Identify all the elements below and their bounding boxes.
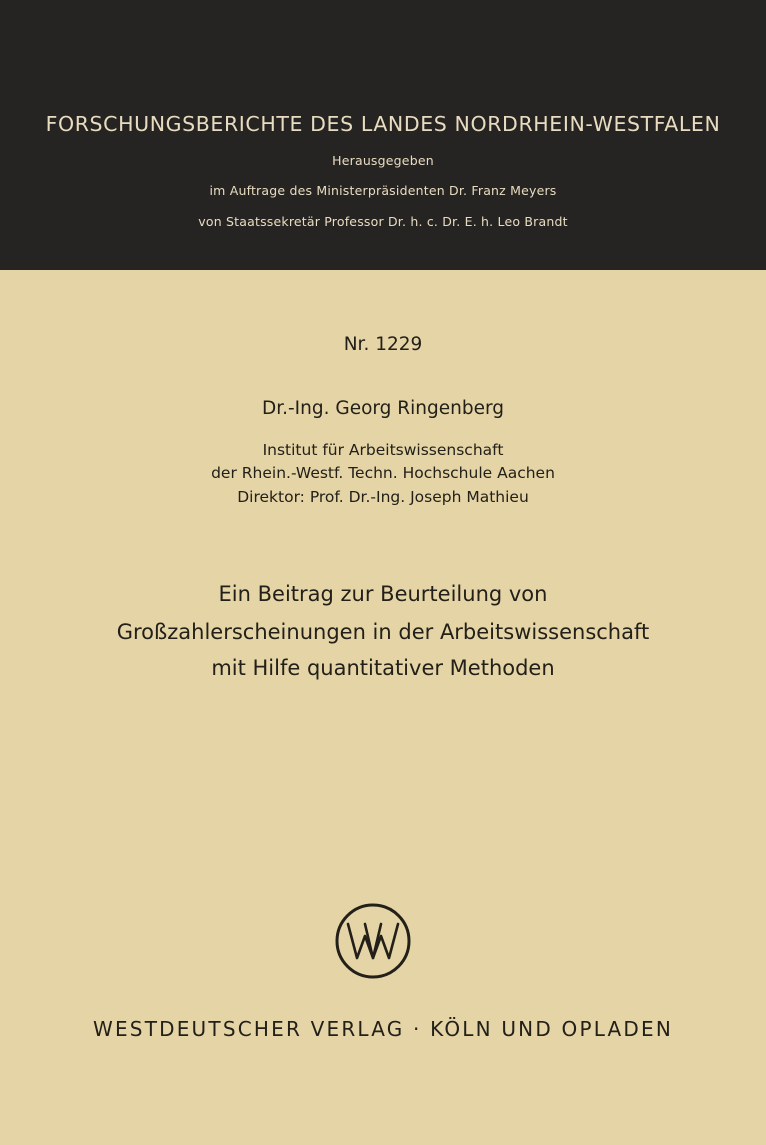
author-affiliation-3: Direktor: Prof. Dr.-Ing. Joseph Mathieu <box>237 488 529 506</box>
editor-line-2: von Staatssekretär Professor Dr. h. c. Dr. E. h. Leo Brandt <box>198 214 568 229</box>
book-title-line-3: mit Hilfe quantitativer Methoden <box>211 656 555 680</box>
author-name: Dr.-Ing. Georg Ringenberg <box>261 398 505 419</box>
publisher-ww-logo-icon <box>334 902 412 980</box>
issue-number: Nr. 1229 <box>343 334 423 355</box>
editor-label: Herausgegeben <box>332 153 434 168</box>
publisher-line: WESTDEUTSCHER VERLAG · KÖLN UND OPLADEN <box>93 1017 673 1041</box>
series-header <box>0 0 766 270</box>
book-title-line-1: Ein Beitrag zur Beurteilung von <box>218 582 548 606</box>
author-affiliation-1: Institut für Arbeitswissenschaft <box>262 441 504 459</box>
editor-line-1: im Auftrage des Ministerpräsidenten Dr. Franz Meyers <box>209 183 557 198</box>
author-affiliation-2: der Rhein.-Westf. Techn. Hochschule Aachen <box>211 464 555 482</box>
series-title: FORSCHUNGSBERICHTE DES LANDES NORDRHEIN-WESTFALEN <box>45 112 721 136</box>
book-title-line-2: Großzahlerscheinungen in der Arbeitswissenschaft <box>116 620 650 644</box>
